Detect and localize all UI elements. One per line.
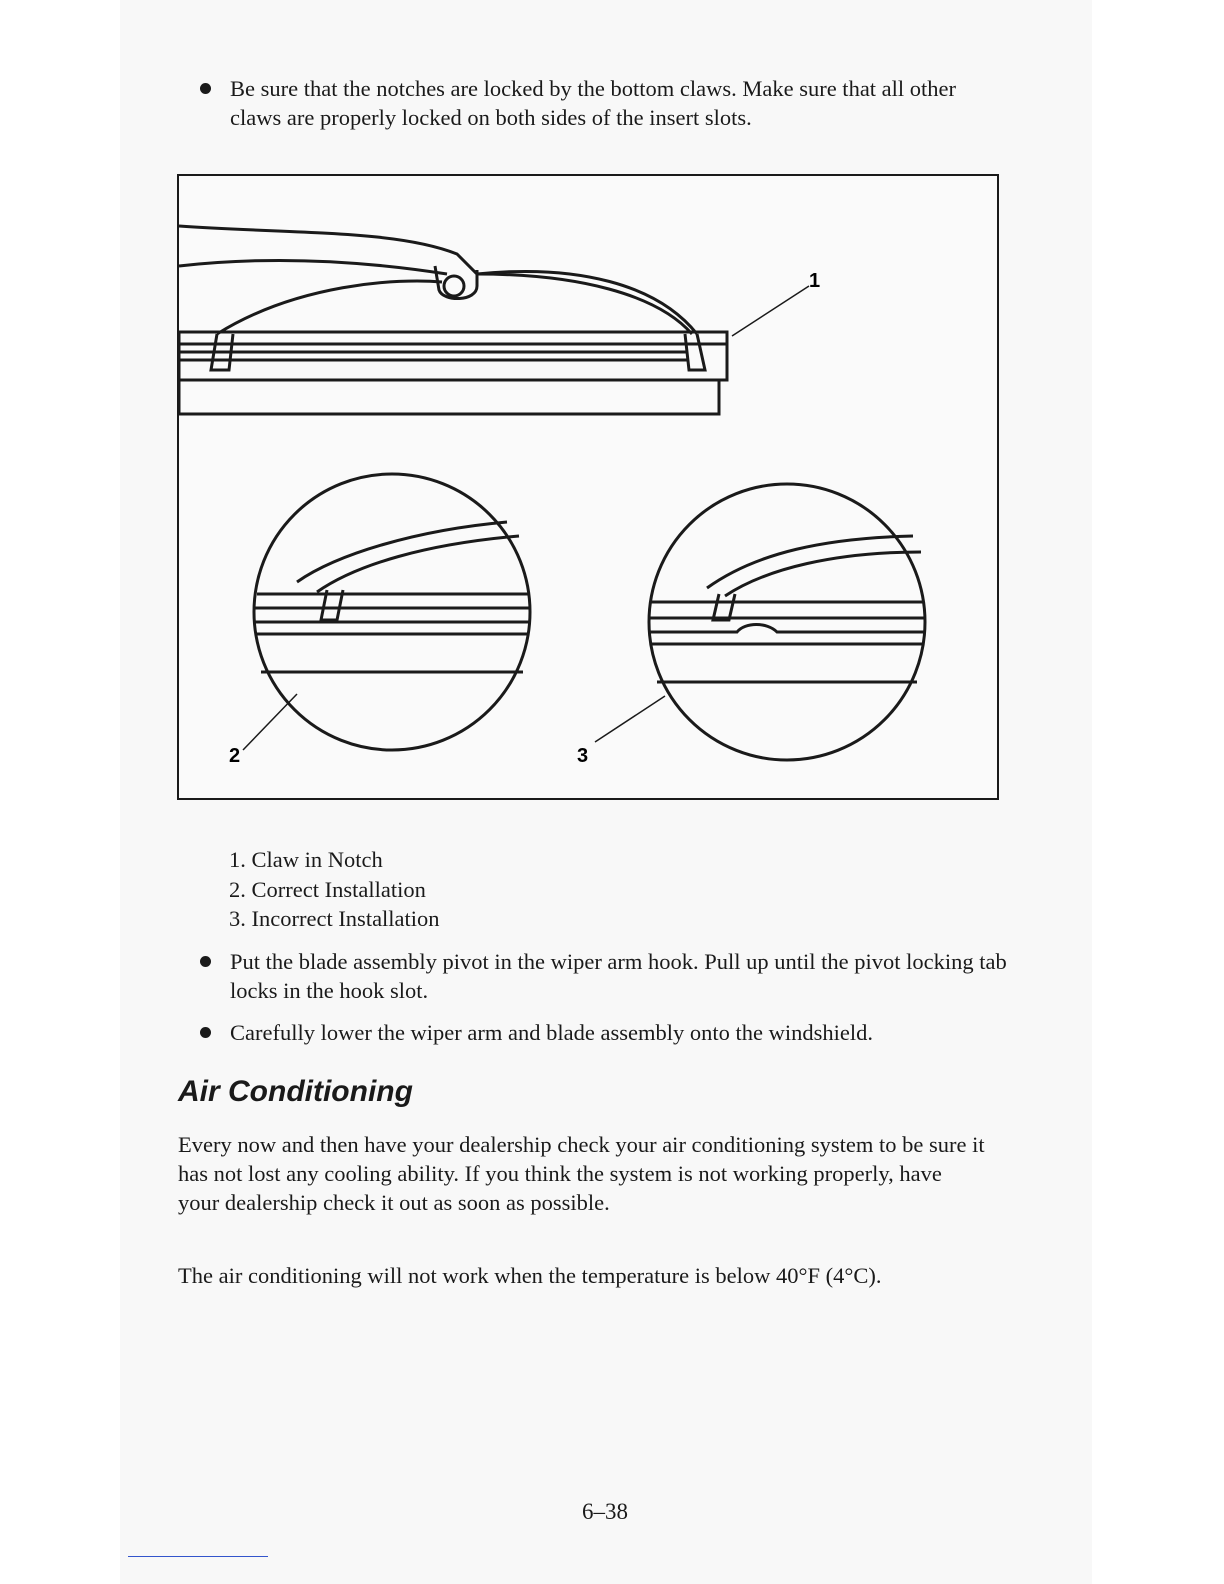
legend-item: 1. Claw in Notch [229, 847, 383, 872]
bullet-icon [200, 956, 211, 967]
page-number: 6–38 [582, 1499, 628, 1524]
callout-1: 1 [809, 270, 821, 292]
section-heading: Air Conditioning [178, 1075, 413, 1108]
bullet-pivot [230, 947, 1010, 1005]
bullet-icon [200, 1027, 211, 1038]
bullet-text: Be sure that the notches are locked by the bottom claws. Make sure that all other claws are properly locked on both sides of the insert slots. [230, 76, 957, 130]
legend-item: 2. Correct Installation [229, 876, 426, 902]
divider [128, 1556, 268, 1557]
bullet-notches [230, 74, 1010, 132]
bullet-text: Carefully lower the wiper arm and blade assembly onto the windshield. [230, 1020, 873, 1045]
legend-item: 3. Incorrect Installation [229, 906, 440, 931]
wiper-blade-illustration [177, 174, 999, 800]
callout-2: 2 [229, 745, 241, 767]
bullet-text: Put the blade assembly pivot in the wiper arm hook. Pull up until the pivot locking tab locks in the hook slot. [230, 949, 1007, 1003]
paragraph: Every now and then have your dealership check your air conditioning system to be sure it has not lost any cooling ability. If you think the system is not working properly, have your dealership check it out as soon as possible. [178, 1132, 985, 1215]
figure-legend [229, 845, 440, 934]
bullet-icon [200, 83, 211, 94]
paragraph: The air conditioning will not work when the temperature is below 40°F (4°C). [178, 1263, 882, 1288]
bullet-lower [230, 1018, 1030, 1047]
callout-3: 3 [577, 745, 589, 767]
